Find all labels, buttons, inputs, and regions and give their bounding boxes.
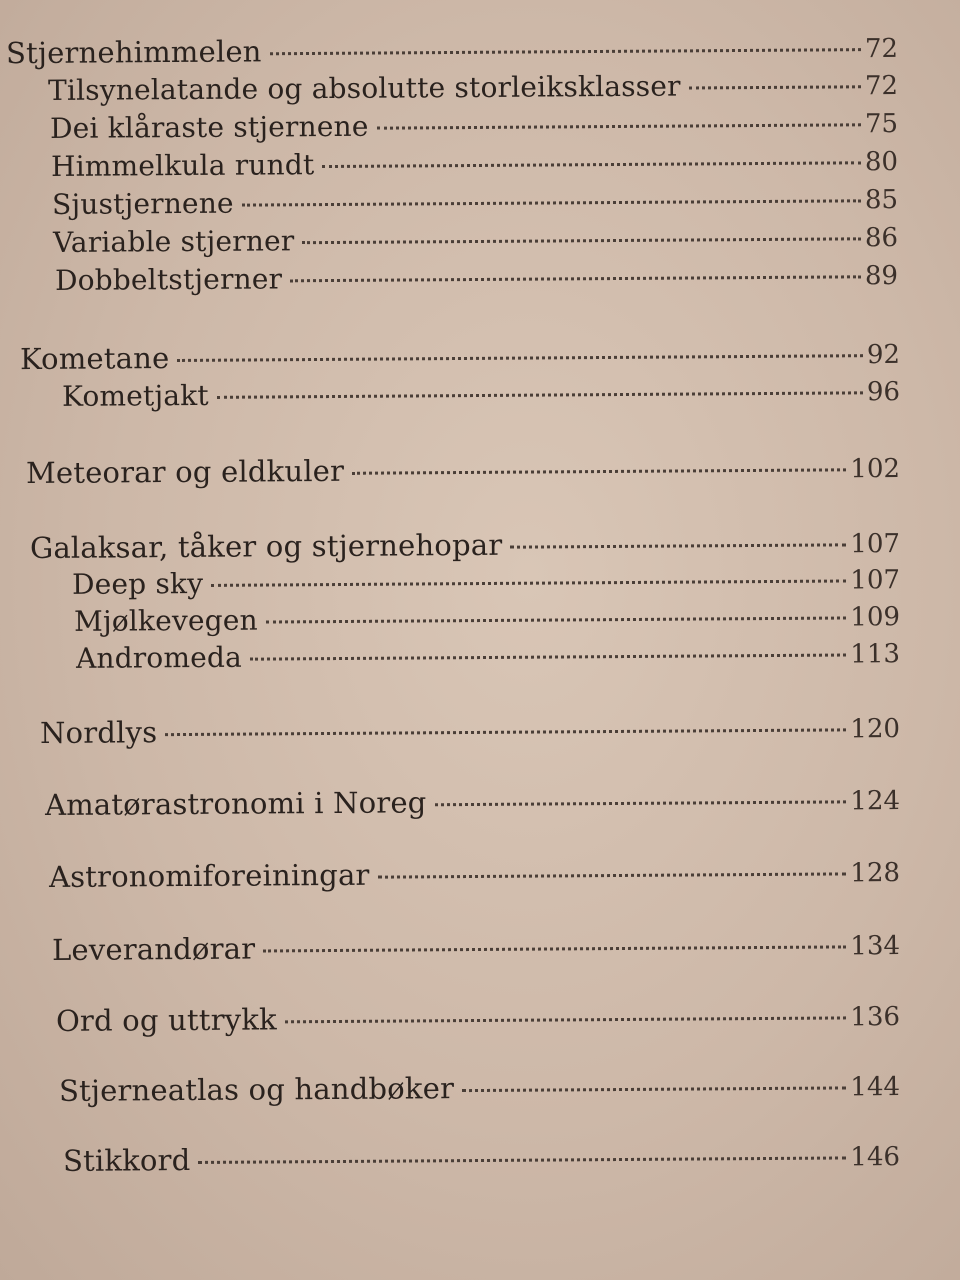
- toc-entry-title: Tilsynelatande og absolutte storleiksklasser: [47, 69, 681, 107]
- toc-entry-page: 85: [864, 185, 899, 216]
- toc-dot-leader: [378, 872, 847, 878]
- toc-entry-amatorastronomi: [45, 779, 900, 825]
- toc-entry-title: Mjølkevegen: [73, 603, 258, 638]
- toc-entry-title: Kometane: [19, 341, 170, 377]
- toc-entry-page: 102: [850, 453, 901, 485]
- toc-entry-page: 107: [850, 528, 901, 560]
- toc-dot-leader: [462, 1086, 846, 1092]
- toc-entry-title: Himmelkula rundt: [50, 148, 315, 183]
- toc-entry-meteorar: [26, 447, 900, 493]
- toc-entry-title: Leverandørar: [51, 931, 256, 967]
- toc-dot-leader: [263, 945, 846, 952]
- toc-entry-page: 136: [850, 1002, 901, 1033]
- toc-dot-leader: [242, 199, 861, 206]
- toc-dot-leader: [266, 616, 847, 623]
- toc-entry-page: 144: [850, 1072, 901, 1103]
- toc-entry-astronomiforeiningar: [49, 851, 900, 897]
- toc-entry-page: 113: [850, 639, 901, 670]
- toc-entry-andromeda: [76, 633, 900, 679]
- toc-entry-ord-og-uttrykk: [56, 995, 900, 1041]
- toc-entry-kometjakt: [62, 371, 900, 417]
- toc-entry-page: 124: [850, 786, 901, 817]
- toc-entry-stjerneatlas: [59, 1065, 900, 1111]
- toc-dot-leader: [285, 1016, 847, 1023]
- toc-dot-leader: [322, 161, 861, 168]
- toc-entry-title: Variable stjerner: [52, 224, 295, 259]
- toc-entry-title: Galaksar, tåker og stjernehopar: [29, 527, 503, 566]
- toc-entry-title: Astronomiforeiningar: [48, 857, 370, 894]
- toc-entry-page: 107: [850, 565, 901, 596]
- toc-entry-page: 120: [850, 713, 901, 745]
- toc-entry-title: Stjerneatlas og handbøker: [58, 1071, 455, 1108]
- toc-entry-page: 92: [866, 339, 901, 371]
- toc-entry-title: Stikkord: [62, 1143, 191, 1178]
- toc-dot-leader: [177, 354, 863, 362]
- toc-dot-leader: [377, 123, 861, 129]
- toc-entry-nordlys: [40, 707, 900, 753]
- toc-entry-title: Andromeda: [75, 640, 243, 675]
- toc-entry-page: 72: [864, 71, 899, 102]
- toc-dot-leader: [217, 391, 863, 399]
- toc-entry-stikkord: [63, 1135, 900, 1181]
- toc-dot-leader: [198, 1156, 846, 1164]
- toc-entry-title: Nordlys: [39, 715, 158, 751]
- toc-entry-page: 80: [864, 147, 899, 178]
- toc-entry-title: Meteorar og eldkuler: [25, 453, 345, 491]
- toc-entry-title: Deep sky: [71, 566, 204, 601]
- toc-dot-leader: [290, 275, 861, 282]
- toc-dot-leader: [352, 468, 846, 474]
- toc-entry-page: 134: [850, 931, 901, 962]
- toc-entry-title: Sjustjernene: [51, 186, 234, 221]
- toc-entry-page: 109: [850, 602, 901, 633]
- toc-entry-title: Kometjakt: [61, 378, 209, 413]
- toc-dot-leader: [302, 237, 861, 244]
- toc-entry-title: Stjernehimmelen: [5, 34, 262, 71]
- toc-entry-page: 75: [864, 109, 899, 140]
- toc-entry-page: 128: [850, 858, 901, 889]
- toc-dot-leader: [270, 48, 861, 55]
- toc-entry-title: Amatørastronomi i Noreg: [44, 785, 427, 822]
- toc-entry-dobbeltstjerner: [55, 255, 898, 301]
- toc-entry-leverandorar: [52, 924, 900, 970]
- toc-dot-leader: [250, 653, 846, 660]
- toc-dot-leader: [689, 85, 861, 89]
- toc-dot-leader: [165, 728, 846, 736]
- toc-entry-page: 96: [866, 377, 901, 408]
- toc-entry-title: Dobbeltstjerner: [54, 262, 283, 297]
- toc-entry-title: Ord og uttrykk: [55, 1002, 277, 1038]
- toc-dot-leader: [510, 543, 846, 548]
- toc-dot-leader: [211, 579, 846, 586]
- toc-entry-page: 72: [864, 33, 899, 65]
- toc-dot-leader: [435, 800, 847, 806]
- toc-entry-page: 89: [864, 261, 899, 292]
- toc-entry-page: 86: [864, 223, 899, 254]
- toc-entry-title: Dei klåraste stjernene: [49, 109, 369, 145]
- toc-entry-page: 146: [850, 1142, 901, 1173]
